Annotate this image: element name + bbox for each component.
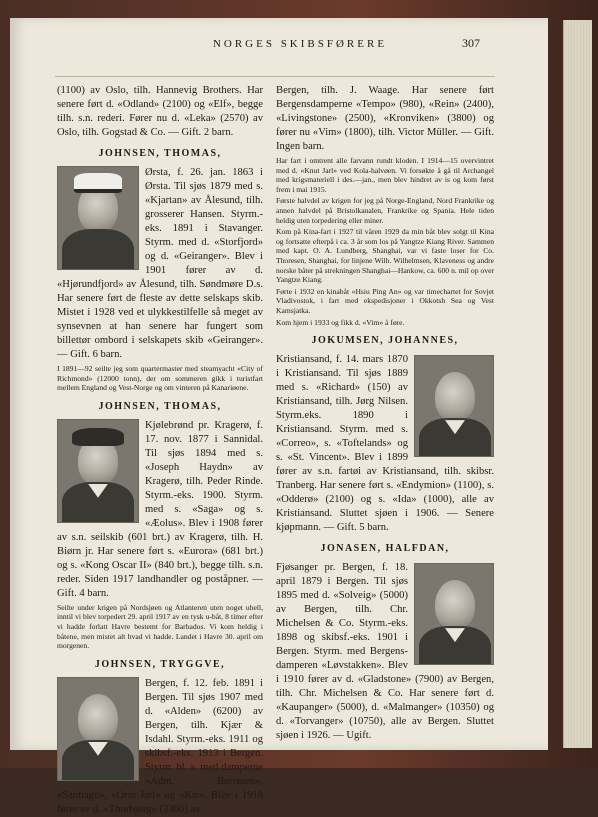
entry-continuation: Bergen, tilh. J. Waage. Har senere ført Bergensdamperne «Tempo» (980), «Rein» (2400), «Livingstone» (2500), «Kronviken» (3800) og fører nu «Vim» (1800), tilh. Victor Müller. — Gift. Ingen barn. — [276, 85, 494, 152]
portrait-face — [435, 372, 475, 422]
hat-icon — [72, 428, 124, 446]
portrait-photo — [414, 563, 494, 665]
entry-text: Kristiansand, f. 14. mars 1870 i Kristiansand. Til sjøs 1889 med s. «Richard» (150) av Kristiansand, tilh. Jørg Nilsen. Styrm.eks. 1890 i Kristiansand. Styrm. med s. «Correo», s. «Toftelands» og s. «St. Vincent». Blev i 1899 fører av s.n. fartøi av Kristiansand, tilh. skibsr. Tranberg. Har senere ført s. «Endymion» (1100), s. «Odderø» (2100) og s. «Ida» (1000), alle av Kristiansand. Sluttet sjøen i 1906. — Senere kjøpmann. — Gift. 5 barn. — [276, 354, 494, 534]
entry-name: JOHNSEN, THOMAS, — [98, 148, 222, 159]
running-header: NORGES SKIBSFØRERE — [212, 38, 388, 50]
entry-name: JONASEN, HALFDAN, — [320, 543, 450, 555]
entry-name: JOKUMSEN, JOHANNES, — [311, 335, 459, 347]
entry-name: JOHNSEN, THOMAS, — [98, 400, 222, 412]
portrait-photo — [414, 355, 494, 457]
page-edges — [563, 20, 592, 748]
entry-continuation: (1100) av Oslo, tilh. Hannevig Brothers. Har senere ført d. «Odland» (2100) og «Elf», begge tilh. s.n. rederi. Fører nu d. «Leka» (2570) av Oslo, tilh. Gogstad & Co. — Gift. 2 barn. — [57, 85, 263, 138]
entry-note: Førte i 1932 en kinabåt «Hsiu Ping An» og var timechartet for Sovjet Vladivostok, i fart med ekspedisjoner i Okkotsh Sea og Vest Kamsjatka. — [276, 286, 494, 315]
entry-note: Kom hjem i 1933 og fikk d. «Vim» å føre. — [276, 317, 405, 327]
entry-name: JOHNSEN, TRYGGVE, — [94, 658, 226, 670]
right-column — [276, 84, 494, 743]
entry-note: I 1891—92 seilte jeg som quartermaster med steamyacht «City of Richmond» (12000 tonn), der om sommeren gikk i turistfart mellem England og Vest-Norge og om vinteren på Kanariøene. — [57, 364, 263, 393]
entry-text: Fjøsanger pr. Bergen, f. 18. april 1879 i Bergen. Til sjøs 1895 med d. «Solveig» (5000) av Bergen, tilh. Chr. Michelsen & Co. Styrm.-eks. 1898 og skibsf.-eks. 1901 i Bergen. Styrm. med Bergens-damperen «Løvstakken». Blev i 1910 fører av d. «Gladstone» (7900) av Bergen, tilh. Chr. Michelsen & Co. Har senere ført d. «Kaupanger» (5000), d. «Malmanger» (10350) og d. «Torvanger» (10750), alle av Bergen. Sluttet sjøen i 1926. — Ugift. — [276, 562, 494, 742]
entry-note: Første halvdel av krigen for jeg på Norge-England, Nord Frankrike og annen halvdel på Bristolkanalen, Frankrike og Spania. Hele tiden heldig uten torpedering eller miner. — [276, 196, 494, 225]
portrait-photo — [57, 166, 139, 270]
portrait-photo — [57, 677, 139, 781]
portrait-photo — [57, 419, 139, 523]
entry-note: Seilte under krigen på Nordsjøen og Atlanteren uten noget uhell, inntil vi blev torpedert 29. april 1917 av en tysk u-båt, 8 timer efter vi hadde forlatt Havre bestemt for Barbados. Vi kom heldig i båtene, men mistet alt hvad vi hadde. Landet i Havre 30. april om morgenen. — [57, 602, 263, 651]
captain-cap-icon — [74, 173, 122, 193]
entry-note: Kom på Kina-fart i 1927 til våren 1929 da min båt blev solgt til Kina og fortsatte efterpå i ca. 3 år som los på Yangtze Kiang River. Sammen med kapt. O. A. Lundberg, Shanghai, var vi faste loser for Co. Thoresen, Shanghai, for linjene Wilh. Wilhelmsen, Klaveness og andre norske båter på strekningen Shanghai—Hankow, ca. 600 n. mil op over Yangtze Kiang. — [276, 227, 494, 285]
entry-text: Ørsta, f. 26. jan. 1863 i Ørsta. Til sjøs 1879 med s. «Kjartan» av Ålesund, tilh. grosserer Hansen. Styrm.-eks. 1891 i Stavanger. Styrm. med d. «Storfjord» og d. «Geiranger». Blev i 1901 fører av d. «Hjørundfjord» av Ålesund, tilh. Søndmøre D.s. Har senere ført de fleste av dette selskaps skib. Mistet i 1928 ved et ulykkestilfelle så meget av synsevnen at han senere har fungert som billettør ombord i selskapets skib «Geiranger». — Gift. 6 barn. — [57, 167, 263, 360]
left-column — [57, 84, 263, 817]
entry-note: Har fart i omtrent alle farvann rundt kloden. I 1914—15 overvintret med d. «Knut Jarl» ved Kola-halvøen. Vi forsøkte å gå til Archangel med krigsmateriell i des.—jan., men blev hindret av is og kom først frem i mai 1915. — [276, 156, 494, 194]
portrait-uniform — [62, 229, 134, 270]
header-rule — [55, 76, 495, 77]
portrait-face — [435, 580, 475, 630]
portrait-face — [78, 694, 118, 744]
entry-text: Bergen, f. 12. feb. 1891 i Bergen. Til sjøs 1907 med d. «Alden» (6200) av Bergen, tilh. Kjær & Isdahl. Styrm.-eks. 1911 og skibsf.-eks. 1913 i Bergen. Styrm. bl. a. med damperne «Adm. Børresen», «Santiago», «Orm Jarl» og «Kis». Blev i 1918 fører av d. «Thorbjørg» (3300) av — [57, 677, 263, 815]
page-number: 307 — [462, 36, 480, 50]
entry-text: Kjølebrønd pr. Kragerø, f. 17. nov. 1877 i Sannidal. Til sjøs 1894 med s. «Joseph Haydn» av Kragerø, tilh. Peder Rinde. Styrm.-eks. 1900. Styrm. med s. «Saga» og s. «Æolus». Blev i 1908 fører av s.n. seilskib (601 brt.) av Kragerø, tilh. H. Biørn jr. Har senere ført s. «Eurora» (681 brt.) og s. «Kong Oscar II» (840 brt.), begge tilh. s.n. reder. Siden 1917 landhandler og poståpner. — Gift. 4 barn. — [57, 419, 263, 599]
